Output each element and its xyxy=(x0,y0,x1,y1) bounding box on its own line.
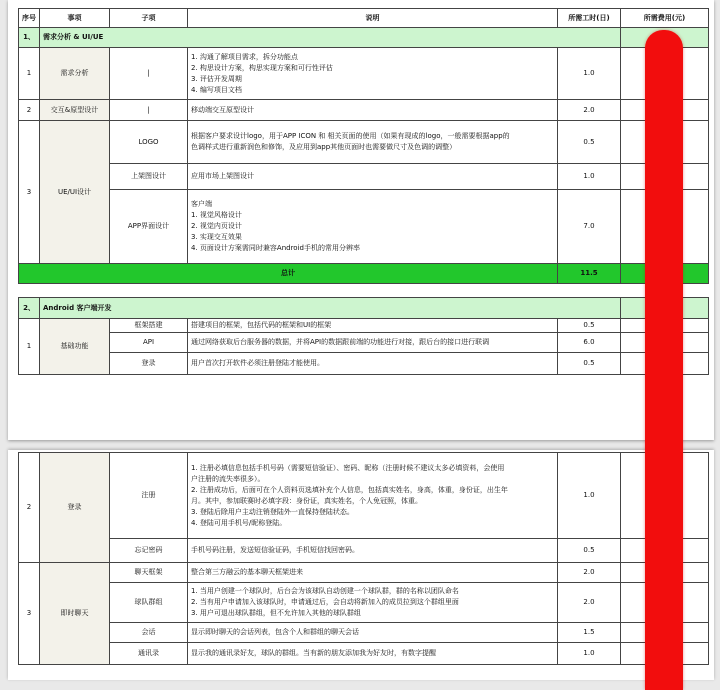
total-row xyxy=(19,264,709,284)
desc-cell: 1. 沟通了解项目需求，拆分功能点 2. 构思设计方案，构思实现方案和可行性评估 3. 评估开发周期 4. 编写项目文档 xyxy=(188,48,558,100)
header-no: 序号 xyxy=(19,9,40,28)
table-row: 登录 用户首次打开软件必须注册登陆才能使用。 0.5 xyxy=(19,353,709,375)
red-highlight-bar xyxy=(645,30,683,690)
table-row: 上架图设计 应用市场上架图设计 1.0 xyxy=(19,164,709,190)
header-sub: 子项 xyxy=(110,9,188,28)
header-row xyxy=(19,9,709,28)
section-number: 2、 xyxy=(19,298,40,319)
header-cost: 所需费用(元) xyxy=(621,9,709,28)
sheet-page-2 xyxy=(8,450,714,680)
total-label: 总计 xyxy=(19,264,558,284)
table-row: 通讯录 显示我的通讯录好友，球队的群组。当有新的朋友添加我为好友时，有数字提醒 1.0 xyxy=(19,643,709,665)
section-number: 1、 xyxy=(19,28,40,48)
estimate-table-page-1 xyxy=(18,8,709,375)
table-row: 忘记密码 手机号码注册，发送短信验证码，手机短信找回密码。 0.5 xyxy=(19,539,709,563)
estimate-table-page-2 xyxy=(18,452,709,665)
table-row: 2 登录 注册 1. 注册必填信息包括手机号码（需要短信验证）、密码、昵称（注册时候不建议太多必填资料，会使用 户注册的流失率很多）。 2. 注册成功后，后面可在个人资料页选填补充个人信息，包括真实姓名，身高，体重，身份证，出生年 月。其中，参加联赛时必填字段：身份证，真实姓名，个人免冠照，体重。 3. 登陆后除用户主动注销登陆外一直保持登陆状态。 4. 登陆可用手机号/昵称登陆。 1.0 xyxy=(19,453,709,539)
table-row: 3 UE/UI设计 LOGO 根据客户要求设计logo，用于APP ICON 和 相关页面的使用（如果有现成的logo，一般需要根据app的 色调样式进行重新润色和修饰，及应用到app其他页面时也需要做尺寸及色调的调整） 0.5 xyxy=(19,121,709,164)
item-cell: 需求分析 xyxy=(40,48,110,100)
total-days: 11.5 xyxy=(558,264,621,284)
sheet-page-1 xyxy=(8,0,714,440)
section-row xyxy=(19,28,709,48)
header-desc: 说明 xyxy=(188,9,558,28)
table-row: 1 需求分析 | 1. 沟通了解项目需求，拆分功能点 2. 构思设计方案，构思实现方案和可行性评估 3. 评估开发周期 4. 编写项目文档 1.0 xyxy=(19,48,709,100)
table-row: API 通过网络获取后台服务器的数据，并将API的数据跟前端的功能进行对接，跟后台的接口进行联调 6.0 xyxy=(19,333,709,353)
table-row: 2 交互&原型设计 | 移动端交互原型设计 2.0 xyxy=(19,100,709,121)
section-title: 需求分析 & UI/UE xyxy=(40,28,621,48)
table-row: 1 基础功能 框架搭建 搭建项目的框架，包括代码的框架和UI的框架 0.5 xyxy=(19,319,709,333)
table-row: APP界面设计 客户端 1. 视觉风格设计 2. 视觉内页设计 3. 实现交互效果 4. 页面设计方案需同时兼容Android手机的常用分辨率 7.0 xyxy=(19,190,709,264)
section-row xyxy=(19,298,709,319)
header-days: 所需工时(日) xyxy=(558,9,621,28)
spacer-row xyxy=(19,284,709,298)
table-row: 会话 显示即时聊天的会话列表，包含个人和群组的聊天会话 1.5 xyxy=(19,623,709,643)
table-row: 球队群组 1. 当用户创建一个球队时，后台会为该球队自动创建一个球队群，群的名称以团队命名 2. 当有用户申请加入该球队时，申请通过后，会自动将新加入的成员拉到这个群组里面 3. 用户可退出球队群组，但不允许加入其他的球队群组 2.0 xyxy=(19,583,709,623)
header-item: 事项 xyxy=(40,9,110,28)
section-title: Android 客户端开发 xyxy=(40,298,621,319)
table-row: 3 即时聊天 聊天框架 整合第三方融云的基本聊天框架进来 2.0 xyxy=(19,563,709,583)
